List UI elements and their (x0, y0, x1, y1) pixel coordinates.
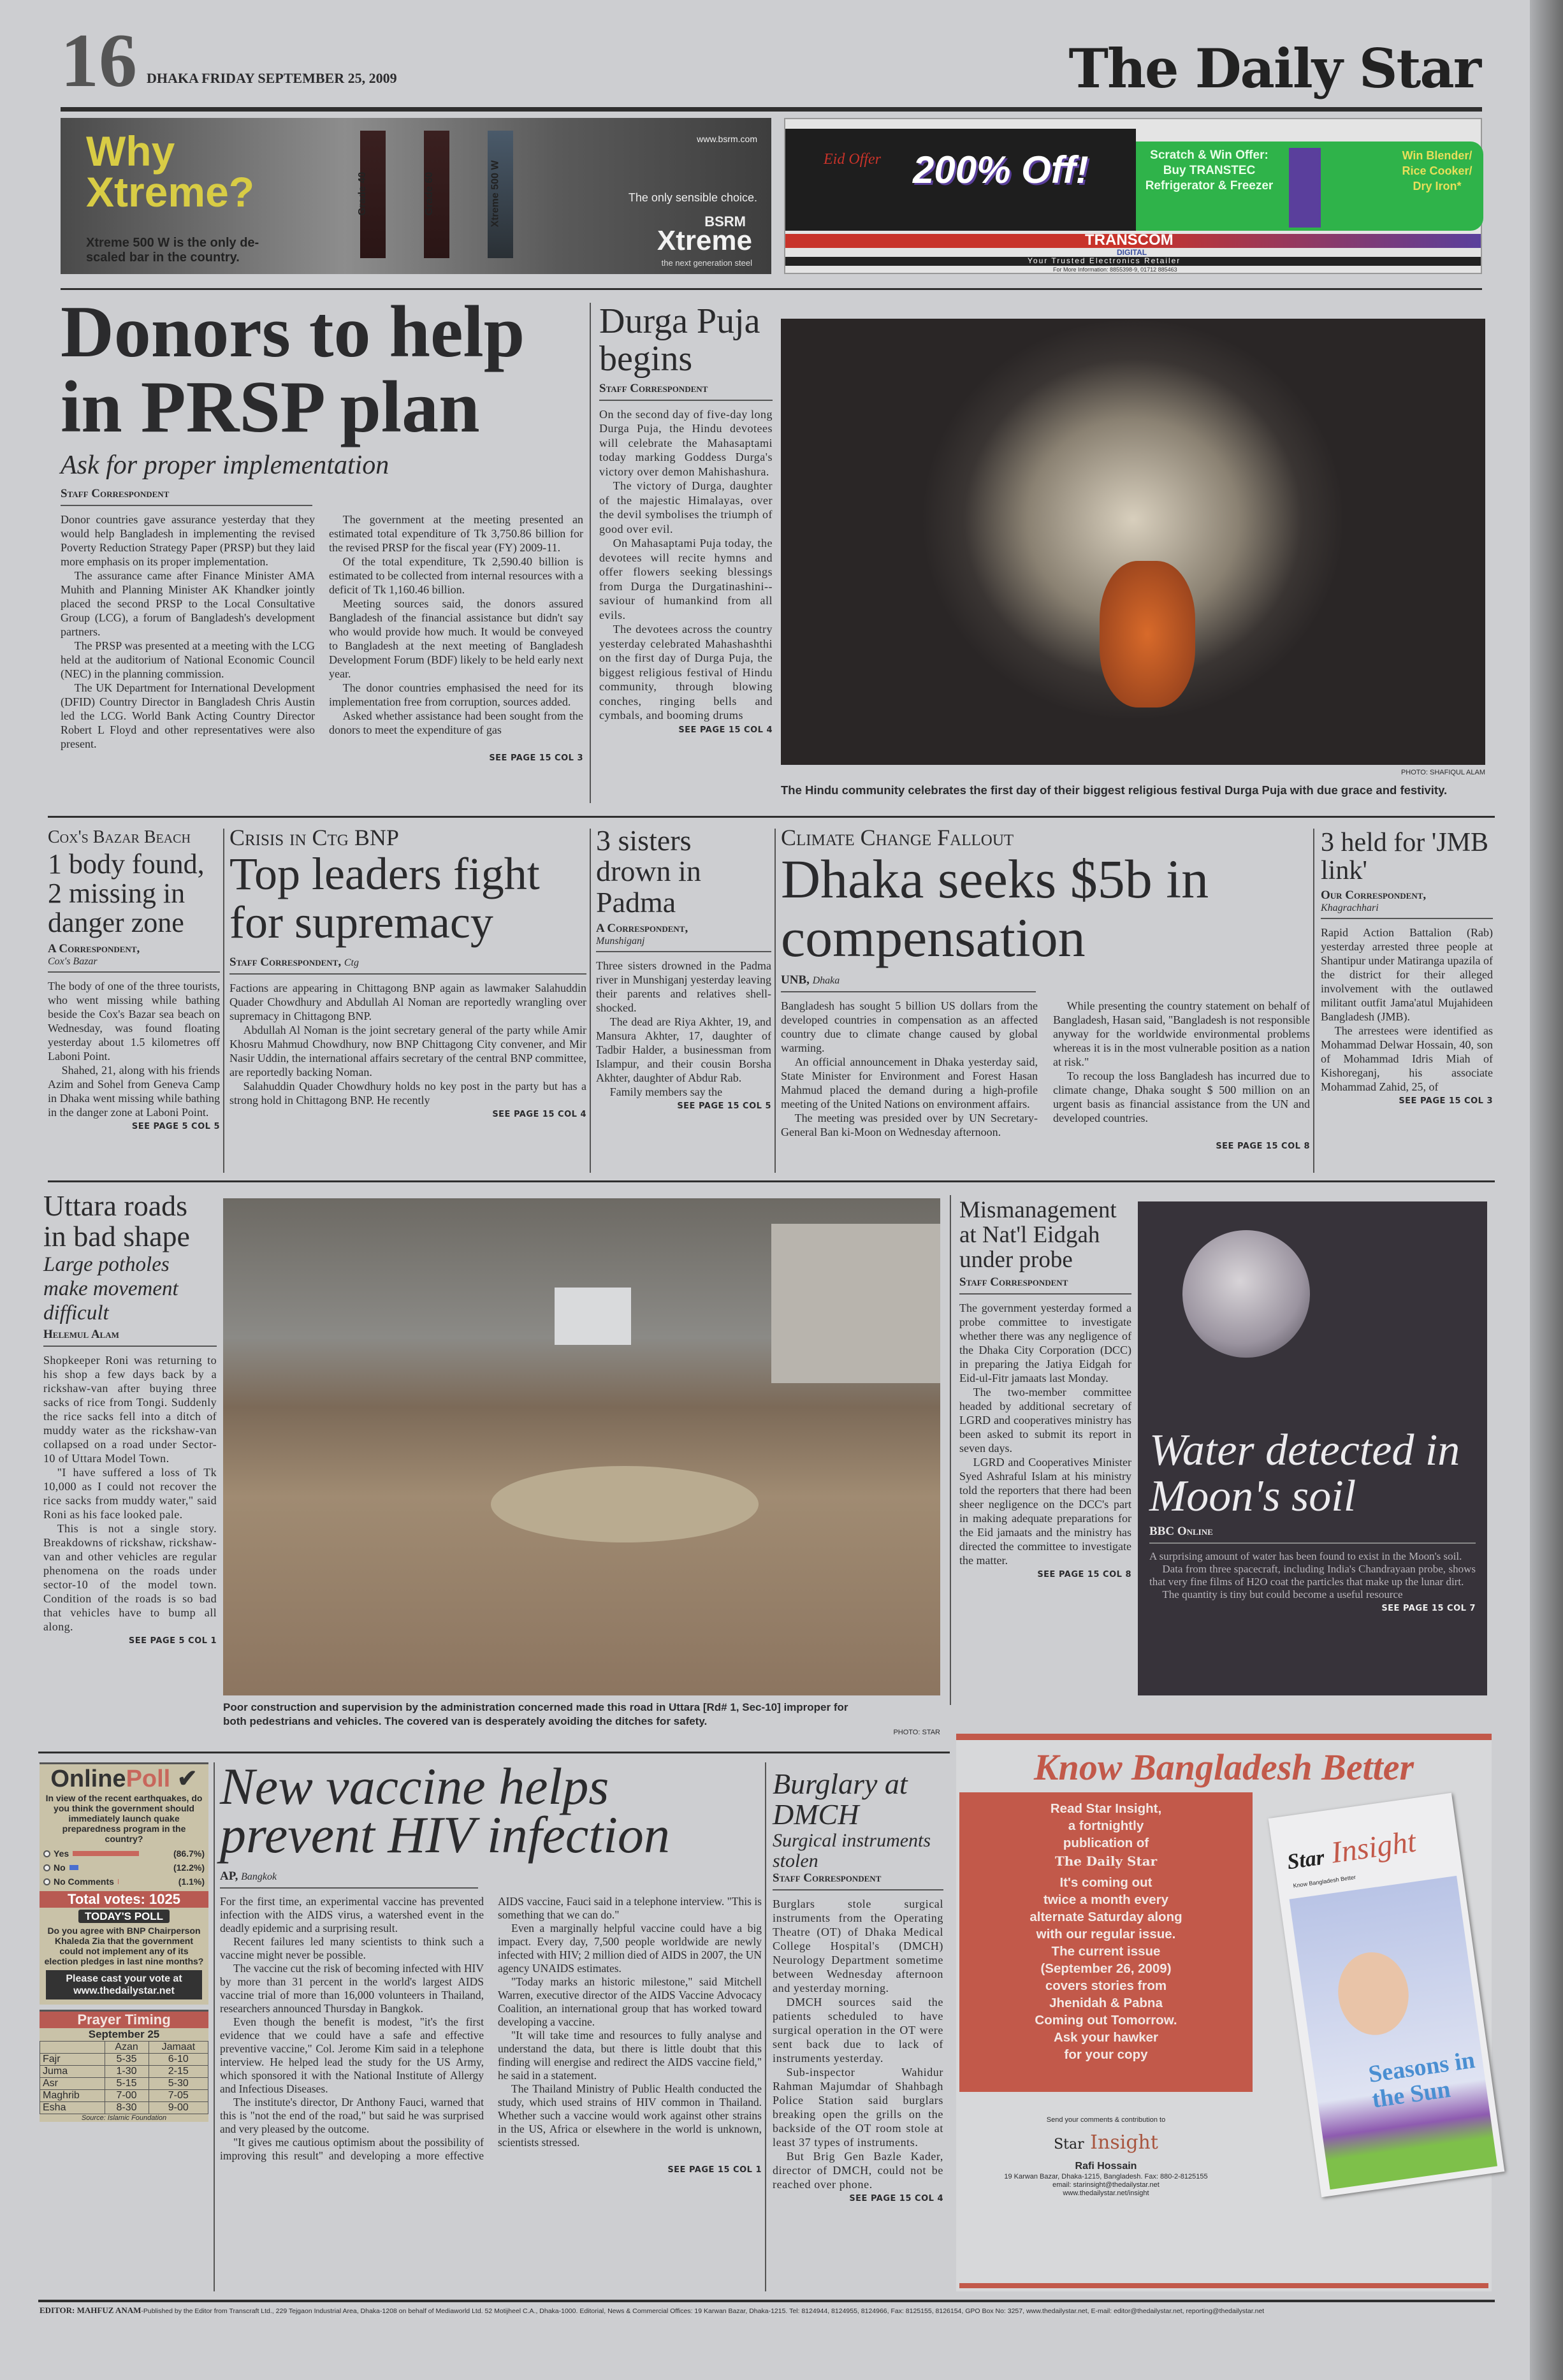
paragraph: The quantity is tiny but could become a useful resource (1162, 1588, 1403, 1600)
table-cell: 1-30 (105, 2066, 149, 2078)
byline: Staff Correspondent (599, 382, 773, 401)
photo-uttara-road (223, 1198, 940, 1695)
paragraph: The UK Department for International Development (DFID) Country Director in Bangladesh Chris Austin led the LCG. World Bank Acting Country Director Robert L Floyd and other representatives were also present. (61, 681, 315, 750)
table-cell: Maghrib (40, 2090, 105, 2102)
paragraph: LGRD and Cooperatives Minister Syed Ashraful Islam at his ministry told the reporters that there had been sheer negligence on the DCC's part in making adequate preparations for the Eid jamaats and the ministry has directed the committee to investigate the matter. (959, 1455, 1131, 1567)
jump-link[interactable]: SEE PAGE 15 COL 5 (677, 1101, 771, 1111)
paragraph: Factions are appearing in Chittagong BNP again as lawmaker Salahuddin Quader Chowdhury and Abdullah Al Noman are reportedly wrangling over supremacy in Chittagong BNP. (229, 982, 586, 1022)
cover-title: Seasons in the Sun (1367, 2046, 1477, 2114)
jump-link[interactable]: SEE PAGE 15 COL 8 (1216, 1142, 1310, 1151)
paragraph: The meeting was presided over by UN Secretary-General Ban ki-Moon on Wednesday afternoon. (781, 1112, 1038, 1138)
paragraph: "It will take time and resources to fully analyse and understand the data, but there is little doubt that this finding will energise and redirect the AIDS vaccine field," he said in a statement. (498, 2029, 762, 2082)
option-percent: (86.7%) (173, 1848, 205, 1859)
column-divider (765, 1762, 766, 2291)
paragraph: Shahed, 21, along with his friends Azim and Sohel from Geneva Camp in Dhaka went missing while bathing in the danger zone at Laboni Point. (48, 1063, 220, 1119)
ad-discount: 200% Off! (913, 149, 1089, 191)
byline: BBC Online (1149, 1525, 1476, 1544)
table-row (40, 2078, 208, 2090)
photo-caption: Poor construction and supervision by the administration concerned made this road in Uttara [Rd# 1, Sec-10] improper for both pedestrians and vehicles. The covered van is desperately avoiding the ditches for safety. (223, 1701, 848, 1727)
poll-option[interactable] (43, 1847, 205, 1861)
article-body (1321, 925, 1493, 1094)
bar-label: Grade 40 (357, 171, 368, 216)
prayer-title: Prayer Timing (40, 2012, 208, 2028)
masthead-rule (61, 107, 1482, 112)
jump-link[interactable]: SEE PAGE 5 COL 1 (128, 1636, 217, 1646)
paragraph: Burglars stole surgical instruments from the Operating Theatre (OT) of Dhaka Medical College Hospital's (DMCH) Neurology Department sometime between Wednesday afternoon and yesterday morning. (773, 1897, 943, 1994)
section-rule (38, 1752, 950, 1753)
paragraph: Family members say the (609, 1085, 723, 1098)
todays-poll-question: Do you agree with BNP Chairperson Khaleda Zia that the government could not implement any of its election pledges in last nine months? (44, 1926, 204, 1966)
paragraph: While presenting the country statement on behalf of Bangladesh, Hasan said, "Bangladesh is not responsible anyway for the worldwide environmental problems whereas it is in the most vulnerable position as a nation at risk." (1053, 999, 1310, 1068)
article-body (781, 999, 1310, 1139)
article-burglary[interactable] (773, 1769, 943, 2203)
table-cell: Asr (40, 2078, 105, 2090)
dateline: DHAKA FRIDAY SEPTEMBER 25, 2009 (147, 70, 397, 86)
article-body (773, 1897, 943, 2191)
table-cell: 2-15 (149, 2066, 208, 2078)
article-moon[interactable] (1138, 1201, 1487, 1695)
option-label: No (54, 1862, 66, 1873)
table-cell (40, 2042, 105, 2054)
article-body (1149, 1550, 1476, 1601)
headline: 1 body found, 2 missing in danger zone (48, 848, 205, 939)
ad-bsrm[interactable] (61, 118, 771, 274)
article-coxs-bazar[interactable] (48, 825, 220, 1131)
paragraph: Abdullah Al Noman is the joint secretary general of the party while Amir Khosru Mahmud Chowdhury, now BNP Chittagong City convener, and Mir Nasir Uddin, the international affairs secretary of the central BNP committee, are reportedly backing Noman. (229, 1024, 586, 1078)
byline: Staff Correspondent (959, 1275, 1131, 1295)
table-cell: Fajr (40, 2054, 105, 2066)
cover-logo-b: Insight (1329, 1824, 1418, 1870)
radio-icon[interactable] (43, 1878, 50, 1885)
prayer-source: Source: Islamic Foundation (81, 2114, 167, 2122)
paragraph: To recoup the loss Bangladesh has incurred due to climate change, Dhaka sought $ 500 million on an urgent basis as financial assistance from the UN and developed countries. (1053, 1070, 1310, 1124)
paragraph: This is not a single story. Breakdowns of rickshaw, rickshaw-van and other vehicles are regular phenomena on the roads under sector-10 of the model town. Condition of the roads is so bad that vehicles have to bump all along. (43, 1521, 217, 1633)
table-cell: Esha (40, 2102, 105, 2114)
option-percent: (12.2%) (173, 1862, 205, 1873)
article-body (220, 1895, 762, 2163)
page-edge (1530, 0, 1563, 2380)
poll-question: In view of the recent earthquakes, do you think the government should immediately launch quake preparedness program in the country? (45, 1793, 203, 1844)
ad-win: Win Blender/ Rice Cooker/ Dry Iron* (1402, 149, 1472, 192)
table-cell: 8-30 (105, 2102, 149, 2114)
left-sidebar (40, 1762, 208, 2122)
paragraph: Data from three spacecraft, including India's Chandrayaan probe, shows that very fine films of H2O coat the particles that make up the lunar dirt. (1149, 1563, 1476, 1588)
table-row (40, 2066, 208, 2078)
article-body (229, 981, 586, 1107)
prayer-timing (40, 2010, 208, 2122)
todays-poll-label: TODAY'S POLL (78, 1910, 170, 1923)
footer-rule (38, 2300, 1495, 2302)
headline: Dhaka seeks $5b in compensation (781, 848, 1209, 968)
photo-credit: PHOTO: STAR (893, 1729, 940, 1736)
table-row (40, 2090, 208, 2102)
column-divider (223, 829, 224, 1173)
jump-link[interactable]: SEE PAGE 5 COL 5 (131, 1121, 220, 1131)
paragraph: An official announcement in Dhaka yesterday said, State Minister for Environment and Forest Hasan Mahmud placed the demand during a high-profile meeting of the United Nations on environment affairs. (781, 1056, 1038, 1110)
option-bar (118, 1879, 119, 1884)
paragraph: The government yesterday formed a probe committee to investigate whether there was any negligence of the Dhaka City Corporation (DCC) in preparing the Jatiya Eidgah for Eid-ul-Fitr jamaats last Monday. (959, 1301, 1131, 1384)
table-cell: 5-30 (149, 2078, 208, 2090)
paragraph: The victory of Durga, daughter of the majestic Himalayas, over the devil symbolises the triumph of good over evil. (599, 479, 773, 535)
paragraph: Sub-inspector Wahidur Rahman Majumdar of Shahbagh Police Station said burglars breaking open the grills on the backside of the OT room stole at least 37 types of instruments. (773, 2065, 943, 2149)
ad-headline: Why Xtreme? (86, 127, 255, 215)
subhead: Ask for proper implementation (61, 451, 389, 480)
ad-slogan: The only sensible choice. (628, 191, 757, 204)
table-cell: 9-00 (149, 2102, 208, 2114)
headline: Mismanagement at Nat'l Eidgah under probe (959, 1197, 1117, 1273)
headline: Durga Puja begins (599, 301, 760, 379)
byline: A Correspondent, Cox's Bazar (48, 942, 220, 973)
cover-logo-a: Star (1285, 1845, 1327, 1875)
option-percent: (1.1%) (178, 1876, 205, 1887)
kicker: Cox's Bazar Beach (48, 827, 191, 847)
paragraph: The two-member committee headed by additional secretary of LGRD and cooperatives ministry has been asked to submit its report in seven days. (959, 1385, 1131, 1455)
paragraph: The body of one of the three tourists, who went missing while bathing beside the Cox's Bazar sea beach on Wednesday, was found floating yesterday about 1.5 kilometres off Laboni Point. (48, 979, 220, 1063)
photo-caption: The Hindu community celebrates the first day of their biggest religious festival Durga Puja with due grace and festivity. (781, 783, 1448, 797)
paragraph: The PRSP was presented at a meeting with the LCG held at the auditorium of National Economic Council (NEC) in the planning commission. (61, 639, 315, 680)
prayer-date: September 25 (88, 2028, 160, 2040)
article-durga[interactable] (599, 303, 773, 735)
table-cell: 5-15 (105, 2078, 149, 2090)
paragraph: "Today marks an historic milestone," said Mitchell Warren, executive director of the AIDS Vaccine Advocacy Coalition, an international group that has worked toward developing a vaccine. (498, 1975, 762, 2028)
checkmark-icon: ✔ (177, 1766, 198, 1792)
table-cell: 5-35 (105, 2054, 149, 2066)
paragraph: The vaccine cut the risk of becoming infected with HIV by more than 31 percent in the world's largest AIDS vaccine trial of more than 16,000 volunteers in Thailand, researchers announced Thursday in Bangkok. (220, 1962, 484, 2015)
byline: Our Correspondent, Khagrachhari (1321, 889, 1493, 919)
byline: AP, Bangkok (220, 1869, 478, 1889)
article-body (48, 979, 220, 1119)
article-climate[interactable] (781, 825, 1310, 1151)
photo-credit: PHOTO: SHAFIQUL ALAM (1400, 769, 1485, 776)
photo-durga-puja (781, 319, 1485, 765)
paragraph: The government at the meeting presented an estimated total expenditure of Tk 3,750.86 billion for the revised PRSP for the fiscal year (FY) 2009-11. (329, 513, 583, 554)
column-divider (590, 303, 591, 803)
radio-icon[interactable] (43, 1864, 50, 1871)
jump-link[interactable]: SEE PAGE 15 COL 4 (849, 2193, 943, 2203)
poll-option[interactable] (43, 1875, 205, 1889)
ad-transcom[interactable] (784, 118, 1482, 274)
paragraph: The devotees across the country yesterday celebrated Mahashashthi on the first day of Durga Puja, the biggest religious festival of Hindu community, through blowing conches, ringing bells and cymbals, and booming drums (599, 623, 773, 722)
radio-icon[interactable] (43, 1850, 50, 1857)
kicker: Climate Change Fallout (781, 825, 1014, 850)
option-label: No Comments (54, 1876, 114, 1887)
poll-option[interactable] (43, 1861, 205, 1875)
magazine-cover (1269, 1793, 1505, 2198)
paragraph: Three sisters drowned in the Padma river in Munshiganj yesterday leaving their parents and relatives shell-shocked. (596, 959, 771, 1014)
ad-brand: Xtreme (657, 225, 752, 256)
jump-link[interactable]: SEE PAGE 15 COL 3 (1399, 1096, 1493, 1107)
paragraph: Salahuddin Quader Chowdhury holds no key post in the party but has a strong hold in Chittagong BNP. He recently (229, 1080, 586, 1107)
online-poll[interactable] (40, 1762, 208, 2005)
paragraph: "I have suffered a loss of Tk 10,000 as I could not recover the rice sacks from muddy water," said Roni as his face looked pale. (43, 1465, 217, 1521)
paragraph: Bangladesh has sought 5 billion US dollars from the developed countries in compensation as an affected country due to climate change caused by global warming. (781, 999, 1038, 1054)
headline: Donors to help in PRSP plan (61, 291, 525, 448)
article-body (959, 1301, 1131, 1567)
footer-imprint: EDITOR: MAHFUZ ANAM-Published by the Editor from Transcraft Ltd., 229 Tejgaon Industrial Area, Dhaka-1208 on behalf of Mediaworld Ltd. 52 Motijheel C.A., Dhaka-1000. Editorial, News & Commercial Offices: 19 Karwan Bazar, Dhaka-1215. Tel: 8124944, 8124955, 8124966, Fax: 8125155, 8126154, GPO Box No: 3257, www.thedailystar.net, E-mail: editor@thedailystar.net, reporting@thedailystar.net (40, 2305, 1265, 2315)
prayer-table (40, 2041, 208, 2114)
article-eidgah[interactable] (959, 1198, 1131, 1579)
ad-send: Send your comments & contribution to (1046, 2116, 1166, 2124)
byline: Staff Correspondent (61, 487, 312, 506)
paragraph: Even though the benefit is modest, "it's the first evidence that we could have a safe and effective preventive vaccine," Col. Jerome Kim said in a telephone interview. He helped lead the study for the US Army, which sponsored it with the National Institute of Allergy and Infectious Diseases. (220, 2015, 484, 2095)
ad-promo-text: Read Star Insight, a fortnightly publication of The Daily Star It's coming out twice a month every alternate Saturday along with our regular issue. The current issue (September 26, 2009) covers stories from Jhenidah & Pabna Coming out Tomorrow. Ask your hawker for your copy (959, 1792, 1253, 2092)
fridge-image (1289, 148, 1321, 228)
paragraph: Even a marginally helpful vaccine could have a big impact. Every day, 7,500 people worldwide are newly infected with HIV; 2 million died of AIDS in 2007, the UN agency UNAIDS estimates. (498, 1922, 762, 1975)
bar-label: Xtreme 500 W (490, 160, 501, 228)
ad-title: Know Bangladesh Better (1033, 1746, 1414, 1788)
daily-star-logo: The Daily Star (1054, 1854, 1158, 1869)
article-jmb[interactable] (1321, 829, 1493, 1106)
page-number: 16 (61, 18, 137, 103)
headline: New vaccine helps prevent HIV infection (220, 1757, 670, 1864)
column-divider (590, 829, 591, 1173)
subhead: Surgical instruments stolen (773, 1829, 931, 1871)
paragraph: "It gives me cautious optimism about the possibility of improving this result" and developing a more effective AIDS vaccine, Fauci said in a telephone interview. "This is something that we can do." (220, 1895, 762, 2162)
option-bar (69, 1865, 79, 1870)
paragraph: On Mahasaptami Puja today, the devotees will recite hymns and offer flowers seeking blessings from Durga the Durgatinashini--saviour of humankind from all evils. (599, 537, 773, 621)
byline: Staff Correspondent (773, 1871, 943, 1890)
column-divider (1313, 829, 1314, 1173)
table-cell: Azan (105, 2042, 149, 2054)
ad-star-insight[interactable] (956, 1734, 1492, 2291)
paragraph: The donor countries emphasised the need for its implementation free from corruption, sources added. (329, 681, 583, 708)
paragraph: On the second day of five-day long Durga Puja, the Hindu devotees will celebrate the Mahasaptami today marking Goddess Durga's victory over demon Mahishashura. (599, 407, 773, 478)
section-rule (61, 288, 1482, 290)
column-divider (214, 1762, 215, 2291)
table-header (40, 2042, 208, 2054)
byline: Staff Correspondent, Ctg (229, 955, 586, 975)
column-divider (950, 1195, 951, 1705)
paragraph: But Brig Gen Bazle Kader, director of DMCH, could not be reached over phone. (773, 2149, 943, 2191)
paragraph: The Thailand Ministry of Public Health conducted the study, which used strains of HIV common in Thailand. Whether such a vaccine would work against other strains in the US, Africa or elsewhere in the world is unknown, scientists stressed. (498, 2082, 762, 2149)
ad-url: www.bsrm.com (697, 134, 757, 144)
logo: The Daily Star (1068, 37, 1480, 100)
table-cell: Juma (40, 2066, 105, 2078)
jump-link[interactable]: SEE PAGE 15 COL 1 (667, 2165, 762, 2175)
paragraph: Rapid Action Battalion (Rab) yesterday arrested three people at Shantipur under Matiranga upazila of the district for their alleged involvement with the outlawed militant outfit Jama'atul Mujahideen Bangladesh (JMB). (1321, 926, 1493, 1024)
article-donors[interactable] (61, 291, 583, 763)
moon-image (1182, 1230, 1310, 1358)
byline: A Correspondent, Munshiganj (596, 922, 771, 952)
ad-brand-top: BSRM (704, 214, 746, 229)
table-cell: Jamaat (149, 2042, 208, 2054)
subhead: Large potholes make movement difficult (43, 1252, 178, 1324)
kicker: Crisis in Ctg BNP (229, 825, 399, 850)
table-cell: 6-10 (149, 2054, 208, 2066)
paragraph: Asked whether assistance had been sought from the donors to meet the expenditure of gas (329, 709, 583, 736)
article-vaccine[interactable] (220, 1757, 762, 2175)
paragraph: The dead are Riya Akhter, 19, and Mansura Akhter, 17, daughter of Tadbir Halder, a businessman from Islampur, and their cousin Borsha Akhter, daughter of Abdur Rab. (596, 1015, 771, 1084)
paragraph: The institute's director, Dr Anthony Fauci, warned that this is "not the end of the road," but said he was surprised and very pleased by the outcome. (220, 2096, 484, 2135)
ad-contact: Star Insight Rafi Hossain 19 Karwan Bazar, Dhaka-1215, Bangladesh. Fax: 880-2-8125155 email: starinsight@thedailystar.net www.thedailystar.net/insight (1004, 2131, 1208, 2197)
paragraph: Recent failures led many scientists to think such a vaccine might never be possible. (220, 1935, 484, 1961)
poll-total: Total votes: 1025 (40, 1891, 208, 1908)
ad-scratch-offer: Scratch & Win Offer: Buy TRANSTEC Refrigerator & Freezer (1145, 149, 1274, 192)
column-divider (774, 829, 776, 1173)
jump-link[interactable]: SEE PAGE 15 COL 4 (492, 1110, 586, 1119)
ad-brand-sub: the next generation steel (661, 258, 752, 268)
ad-tagline: Xtreme 500 W is the only de-scaled bar in the country. (86, 236, 259, 265)
byline: UNB, Dhaka (781, 973, 1036, 992)
paragraph: Donor countries gave assurance yesterday that they would help Bangladesh in implementing the revised Poverty Reduction Strategy Paper (PRSP) but they laid more emphasis on its proper implementation. (61, 513, 315, 568)
headline: Water detected in Moon's soil (1149, 1426, 1460, 1521)
ad-info: For More Information: 8855398-9, 01712 885463 (1053, 266, 1177, 273)
article-body (599, 407, 773, 723)
poll-options[interactable] (40, 1844, 208, 1891)
jump-link[interactable]: SEE PAGE 15 COL 7 (1381, 1604, 1476, 1613)
paragraph: Meeting sources said, the donors assured Bangladesh of the financial assistance but didn't say who would provide how much. It would be conveyed to Bangladesh at the next meeting of Bangladesh Development Forum (BDF) likely to be held early next year. (329, 597, 583, 680)
ad-brand-sub: DIGITAL (1117, 248, 1147, 257)
paragraph: The arrestees were identified as Mohammad Delwar Hossain, 40, son of Mohammad Idris Miah of Kishoreganj, his associate Mohammad Zahid, 25, of (1321, 1024, 1493, 1094)
option-label: Yes (54, 1848, 69, 1859)
option-bar (73, 1851, 139, 1856)
paragraph: Shopkeeper Roni was returning to his shop a few days back by a rickshaw-van after buying three sacks of rice from Tongi. Suddenly the rice sacks fell into a ditch of muddy water as the rickshaw-van collapsed on a road under Sector-10 of Uttara Model Town. (43, 1353, 217, 1465)
ad-eid-offer: Eid Offer (824, 151, 881, 168)
article-body (43, 1353, 217, 1634)
section-rule (48, 1180, 1495, 1182)
headline: 3 sisters drown in Padma (596, 824, 701, 918)
article-3-sisters[interactable] (596, 825, 771, 1111)
poll-title: OnlinePoll ✔ (50, 1766, 198, 1792)
byline: Helemul Alam (43, 1328, 217, 1347)
jump-link[interactable]: SEE PAGE 15 COL 3 (489, 753, 583, 763)
paragraph: A surprising amount of water has been found to exist in the Moon's soil. (1149, 1550, 1462, 1562)
bar-label: Grade 60 (424, 171, 435, 216)
section-rule (48, 816, 1495, 818)
jump-link[interactable]: SEE PAGE 15 COL 4 (678, 725, 773, 735)
table-row (40, 2102, 208, 2114)
article-ctg-bnp[interactable] (229, 825, 586, 1119)
headline: Burglary at DMCH (773, 1767, 908, 1831)
headline: 3 held for 'JMB link' (1321, 828, 1489, 886)
table-cell: 7-05 (149, 2090, 208, 2102)
ad-slogan: Your Trusted Electronics Retailer (1028, 256, 1181, 265)
article-body (61, 512, 583, 751)
headline: Top leaders fight for supremacy (229, 848, 540, 948)
paragraph: Of the total expenditure, Tk 2,590.40 billion is estimated to be collected from internal resources with a deficit of Tk 1,160.46 billion. (329, 555, 583, 596)
article-uttara[interactable] (43, 1191, 217, 1646)
paragraph: The assurance came after Finance Minister AMA Muhith and Planning Minister AK Khandker jointly placed the second PRSP to the Local Consultative Group (LCG), a forum of Bangladesh's development partners. (61, 569, 315, 638)
jump-link[interactable]: SEE PAGE 15 COL 8 (1037, 1569, 1131, 1579)
article-body (596, 959, 771, 1099)
table-cell: 7-00 (105, 2090, 149, 2102)
vote-link[interactable]: Please cast your vote at www.thedailystar.net (46, 1970, 202, 1999)
paragraph: For the first time, an experimental vaccine has prevented infection with the AIDS virus, a watershed event in the deadly epidemic and a surprising result. (220, 1895, 484, 1934)
cover-tag: Know Bangladesh Better (1293, 1873, 1356, 1889)
table-row (40, 2054, 208, 2066)
headline: Uttara roads in bad shape (43, 1189, 190, 1253)
ad-brand: TRANSCOM (1085, 231, 1174, 249)
paragraph: DMCH sources said the patients scheduled to have surgical operation in the OT were sent back due to lack of instruments yesterday. (773, 1995, 943, 2064)
